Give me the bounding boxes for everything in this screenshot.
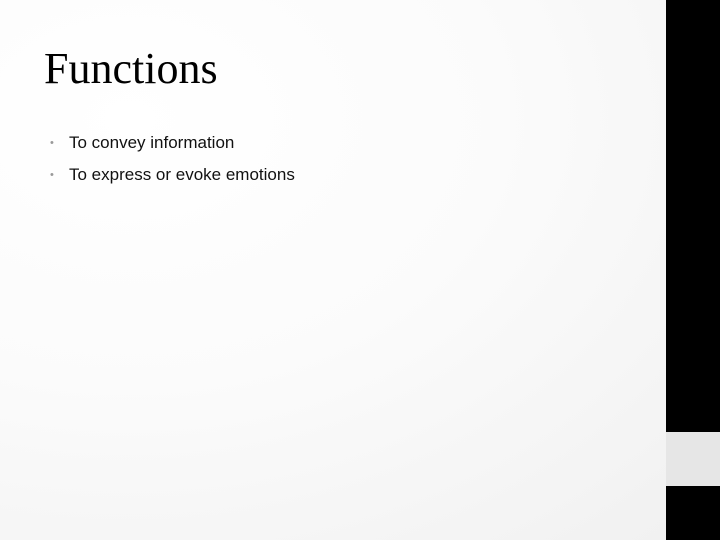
bullet-list: [50, 130, 295, 194]
bullet-item: [50, 162, 295, 188]
bullet-item: [50, 130, 295, 156]
bullet-text: To express or evoke emotions: [69, 165, 295, 184]
bullet-text: To convey information: [69, 133, 235, 152]
bullet-marker: •: [50, 137, 54, 149]
side-bar-block: [666, 432, 720, 486]
slide-title: Functions: [44, 44, 218, 93]
bullet-marker: •: [50, 169, 54, 181]
